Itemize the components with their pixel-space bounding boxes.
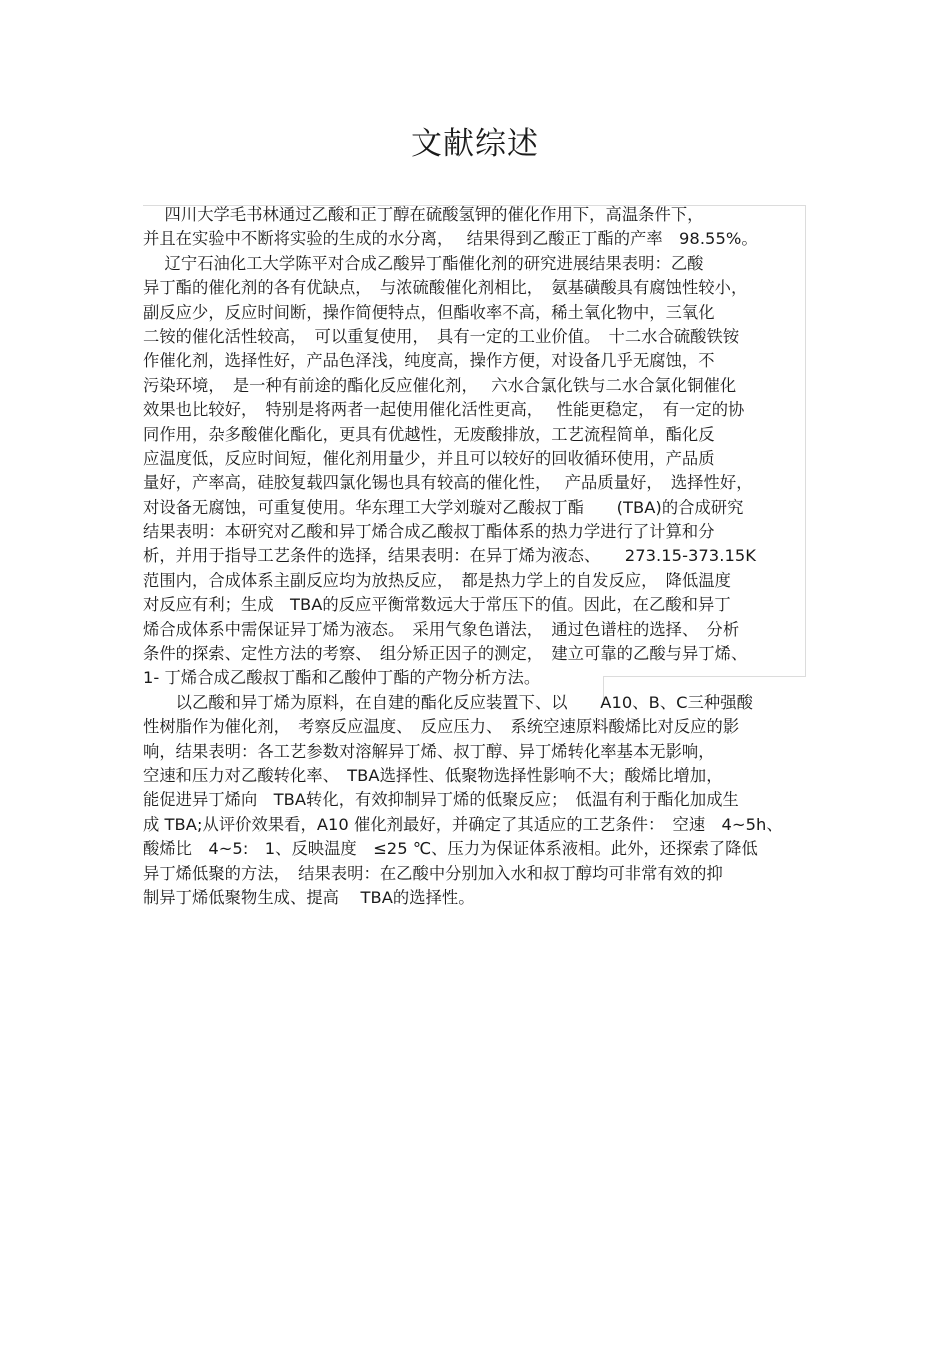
text-line: 污染环境， 是一种有前途的酯化反应催化剂， 六水合氯化铁与二水合氯化铜催化 — [143, 375, 737, 395]
text-line: 能促进异丁烯向 TBA转化，有效抑制异丁烯的低聚反应； 低温有利于酯化加成生 — [143, 790, 739, 810]
text-line: 四川大学毛书林通过乙酸和正丁醇在硫酸氢钾的催化作用下，高温条件下， — [143, 205, 704, 224]
text-line: 空速和压力对乙酸转化率、 TBA选择性、低聚物选择性影响不大；酸烯比增加， — [143, 765, 723, 785]
text-line: 性树脂作为催化剂， 考察反应温度、 反应压力、 系统空速原料酸烯比对反应的影 — [143, 717, 740, 737]
text-line: 异丁酯的催化剂的各有优缺点， 与浓硫酸催化剂相比， 氨基磺酸具有腐蚀性较小， — [143, 278, 748, 298]
text-line: 1- 丁烯合成乙酸叔丁酯和乙酸仲丁酯的产物分析方法。 — [143, 668, 541, 688]
text-line: 并且在实验中不断将实验的生成的水分离， 结果得到乙酸正丁酯的产率 98.55%。 — [143, 229, 758, 249]
text-line: 烯合成体系中需保证异丁烯为液态。 采用气象色谱法， 通过色谱柱的选择、 分析 — [143, 619, 740, 639]
text-line: 量好，产率高，硅胶复载四氯化锡也具有较高的催化性， 产品质量好， 选择性好， — [143, 473, 753, 493]
text-line: 对设备无腐蚀，可重复使用。华东理工大学刘璇对乙酸叔丁酯 (TBA)的合成研究 — [143, 497, 744, 517]
text-line: 对反应有利；生成 TBA的反应平衡常数远大于常压下的值。因此，在乙酸和异丁 — [143, 595, 731, 615]
text-line: 析，并用于指导工艺条件的选择，结果表明：在异丁烯为液态、 273.15-373.15K — [143, 546, 756, 566]
text-line: 副反应少，反应时间断，操作简便特点，但酯收率不高，稀土氧化物中，三氧化 — [143, 302, 715, 322]
text-line: 异丁烯低聚的方法， 结果表明：在乙酸中分别加入水和叔丁醇均可非常有效的抑 — [143, 863, 723, 883]
text-line: 同作用，杂多酸催化酯化，更具有优越性，无废酸排放，工艺流程简单，酯化反 — [143, 424, 715, 444]
text-line: 酸烯比 4~5: 1、反映温度 ≤25 ℃、压力为保证体系液相。此外，还探索了降低 — [143, 839, 758, 859]
text-line: 效果也比较好， 特别是将两者一起使用催化活性更高， 性能更稳定， 有一定的协 — [143, 400, 745, 420]
text-line: 二铵的催化活性较高， 可以重复使用， 具有一定的工业价值。 十二水合硫酸铁铵 — [143, 326, 740, 346]
text-line: 条件的探索、定性方法的考察、 组分矫正因子的测定， 建立可靠的乙酸与异丁烯、 — [143, 644, 748, 664]
text-line: 范围内，合成体系主副反应均为放热反应， 都是热力学上的自发反应， 降低温度 — [143, 570, 731, 590]
text-line: 辽宁石油化工大学陈平对合成乙酸异丁酯催化剂的研究进展结果表明：乙酸 — [143, 253, 704, 273]
review-body — [143, 203, 807, 910]
text-line: 响，结果表明：各工艺参数对溶解异丁烯、叔丁醇、异丁烯转化率基本无影响， — [143, 741, 715, 761]
text-line: 成 TBA;从评价效果看，A10 催化剂最好，并确定了其适应的工艺条件： 空速 4~5h、 — [143, 814, 783, 834]
page-title: 文献综述 — [411, 126, 539, 162]
text-line: 应温度低，反应时间短，催化剂用量少，并且可以较好的回收循环使用，产品质 — [143, 448, 715, 468]
text-line: 以乙酸和异丁烯为原料，在自建的酯化反应装置下、以 A10、B、C三种强酸 — [143, 692, 753, 712]
text-line: 结果表明：本研究对乙酸和异丁烯合成乙酸叔丁酯体系的热力学进行了计算和分 — [143, 522, 715, 542]
text-line: 作催化剂，选择性好，产品色泽浅，纯度高，操作方便，对设备几乎无腐蚀，不 — [143, 351, 715, 371]
text-line: 制异丁烯低聚物生成、提高 TBA的选择性。 — [143, 887, 475, 907]
